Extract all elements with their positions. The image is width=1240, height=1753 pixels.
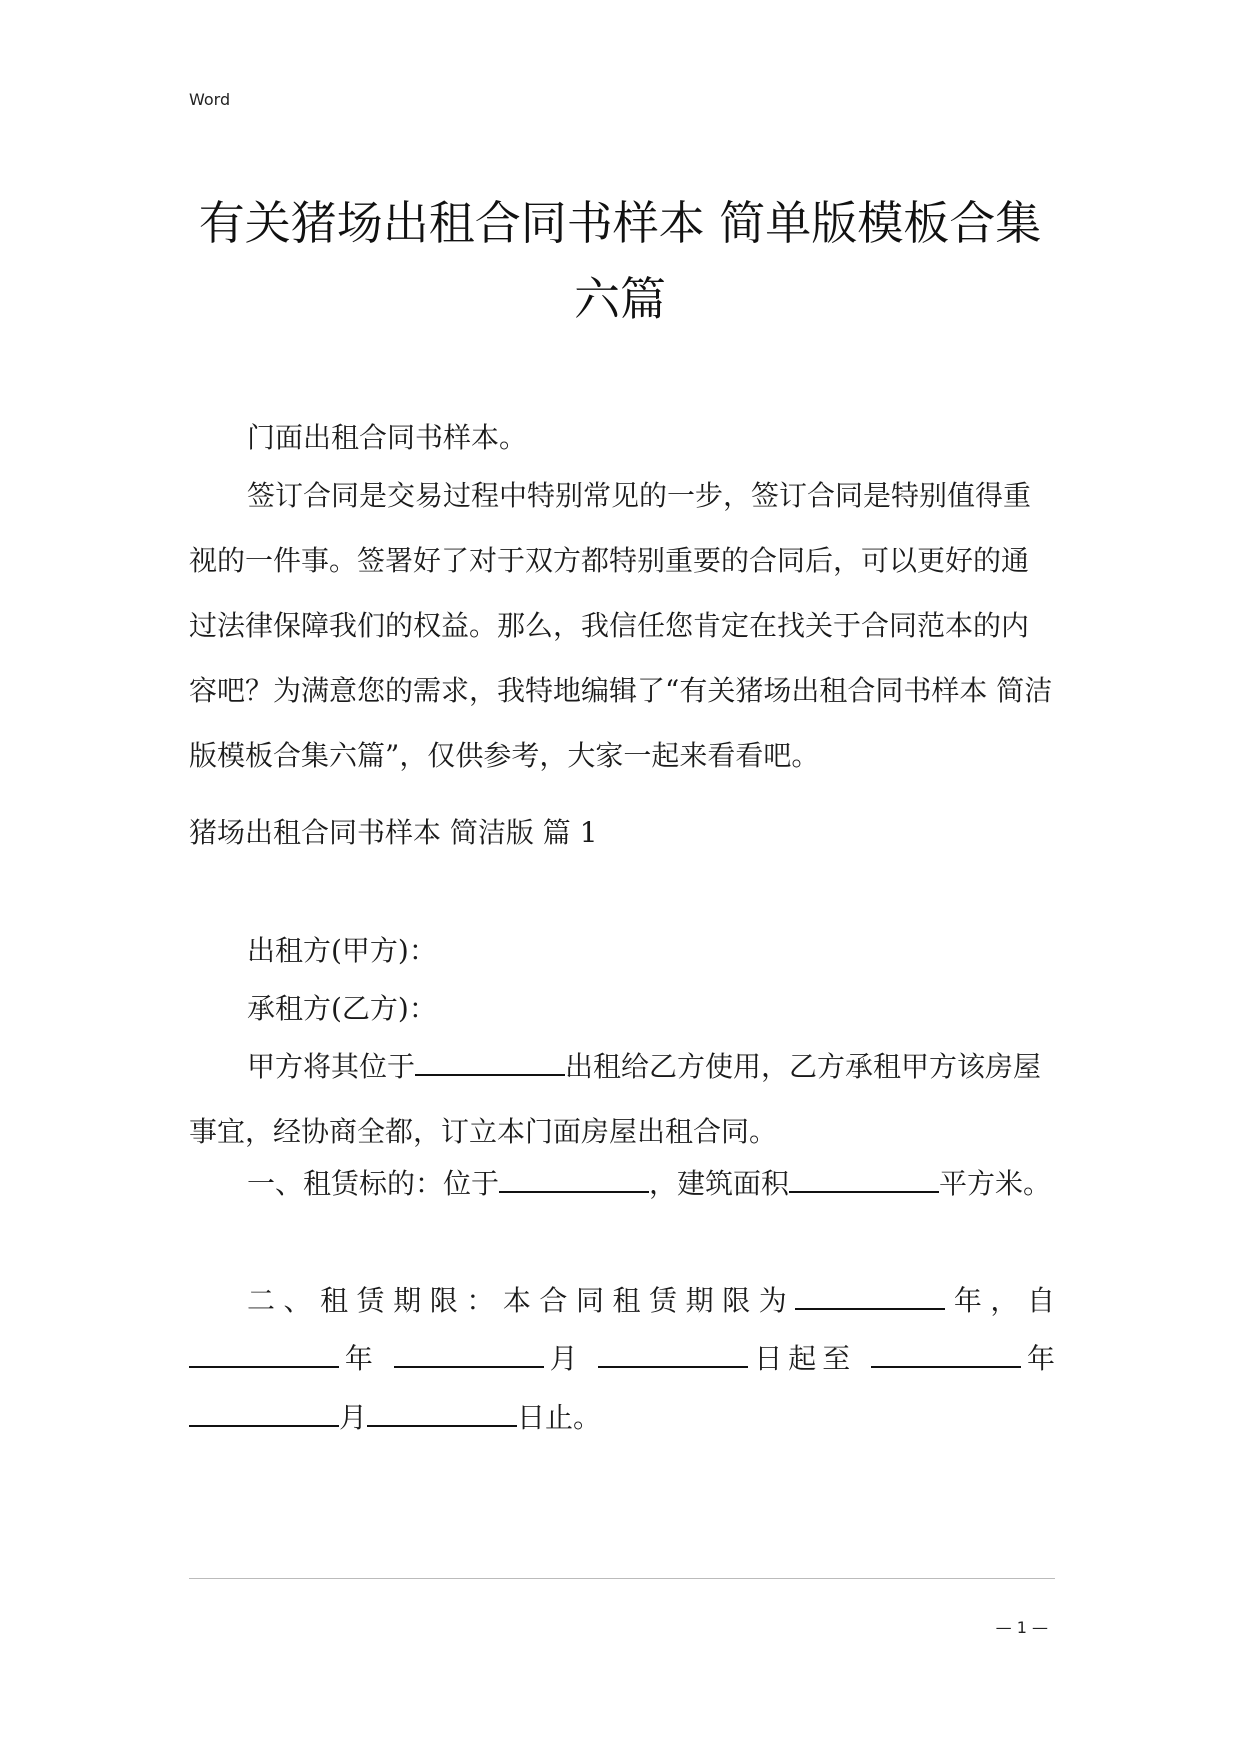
blank-field [598,1340,748,1368]
title-line-1: 有关猪场出租合同书样本 简单版模板合集 [198,196,1042,250]
clause-2-a: 二、租赁期限：本合同租赁期限为 [247,1284,796,1317]
title-line-2: 六篇 [574,272,666,326]
section-heading: 猪场出租合同书样本 简洁版 篇 1 [189,816,598,849]
clause-1-a: 一、租赁标的：位于 [247,1167,500,1200]
blank-field [367,1399,517,1427]
date-month: 月 [543,1342,584,1375]
header-label: Word [189,90,231,109]
date-year: 年 [339,1342,379,1375]
blank-field [189,1399,339,1427]
date-year-end: 年 [1021,1342,1055,1375]
clause-lease-object [189,1151,1055,1216]
date-from: 日起至 [748,1342,857,1375]
end-day: 日止。 [517,1401,602,1434]
blank-field [789,1165,939,1193]
intro-paragraph: 签订合同是交易过程中特别常见的一步，签订合同是特别值得重视的一件事。签署好了对于双方都特别重要的合同后，可以更好的通过法律保障我们的权益。那么，我信任您肯定在找关于合同范本的内容吧？为满意您的需求，我特地编辑了“有关猪场出租合同书样本 简洁版模板合集六篇”，仅供参考，大家一起来看看吧。 [189,479,1053,772]
intro-line: 门面出租合同书样本。 [247,421,528,454]
blank-field [795,1282,945,1310]
blank-field [189,1340,339,1368]
clause-location [189,1034,1055,1164]
clause-lease-term [189,1268,1055,1333]
clause-lease-end [189,1385,1055,1450]
blank-field [394,1340,544,1368]
end-month: 月 [339,1401,368,1434]
clause-location-a: 甲方将其位于 [247,1050,416,1083]
blank-field [415,1048,565,1076]
page-number: — 1 — [995,1618,1048,1637]
lessor-line: 出租方(甲方)： [247,934,437,967]
blank-field [871,1340,1021,1368]
blank-field [499,1165,649,1193]
clause-1-b: ，建筑面积 [649,1167,790,1200]
clause-1-c: 平方米。 [939,1167,1052,1200]
document-title [180,185,1060,337]
footer-divider [189,1578,1055,1579]
clause-2-b: 年，自 [945,1284,1055,1317]
clause-location-b: 出租给乙方使用，乙方承租甲方该房屋事宜，经协商全都，订立本门面房屋出租合同。 [189,1050,1042,1148]
clause-lease-dates [189,1326,1055,1391]
lessee-line: 承租方(乙方)： [247,992,437,1025]
